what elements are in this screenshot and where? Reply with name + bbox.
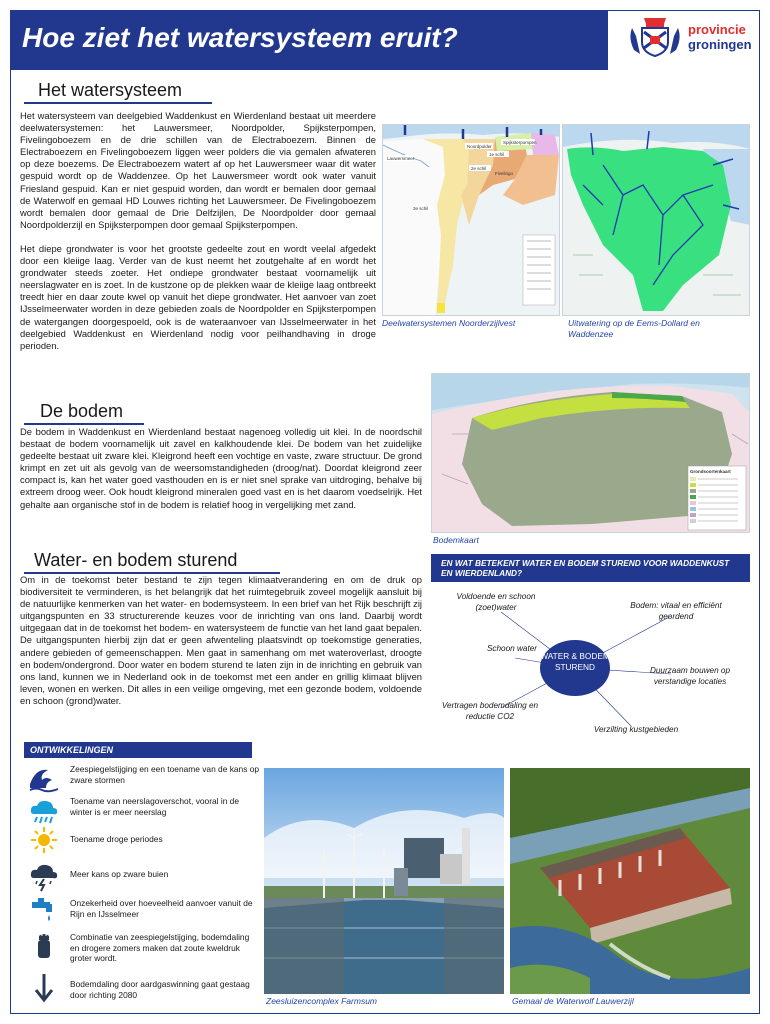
coat-of-arms-icon	[626, 14, 684, 60]
section-title-bodem: De bodem	[40, 401, 124, 421]
legend-title: Grondsoortenkaart	[690, 469, 731, 474]
storm-cloud-icon	[28, 860, 60, 892]
arrow-down-icon	[28, 972, 60, 1004]
betekenis-item-zoetwater: Voldoende en schoon (zoet)water	[456, 592, 536, 612]
section-underline	[24, 102, 212, 104]
gemaal-photo-graphic	[510, 768, 750, 994]
map-label-noordpolder: Noordpolder	[467, 144, 492, 149]
map-bodemkaart	[431, 373, 750, 533]
logo-word-groningen: groningen	[688, 37, 752, 52]
map-label-fivelingo: Fivelingo	[495, 171, 514, 176]
betekenis-item-duurzaam-bouwen: Duurzaam bouwen op verstandige locaties	[649, 666, 731, 686]
bodemkaart-map-graphic	[432, 374, 750, 533]
map-label-1e-schil: 1e schil	[489, 152, 505, 157]
section-underline	[24, 423, 144, 425]
uitwatering-map-graphic	[563, 125, 750, 316]
section-title-watersysteem: Het watersysteem	[38, 80, 183, 100]
caption-gemaal-waterwolf: Gemaal de Waterwolf Lauwerzijl	[512, 996, 634, 1006]
ontwikkeling-buien: Meer kans op zware buien	[70, 869, 169, 879]
ontwikkeling-rijn-aanvoer: Onzekerheid over hoeveelheid aanvoer vanuit de Rijn en IJsselmeer	[70, 898, 253, 919]
salt-shaker-icon	[28, 930, 60, 962]
ontwikkeling-neerslag: Toename van neerslagoverschot, vooral in de winter is er meer neerslag	[70, 796, 239, 817]
logo-word-provincie: provincie	[688, 22, 746, 37]
caption-uitwatering: Uitwatering op de Eems-Dollard en Waddenzee	[568, 318, 700, 339]
betekenis-item-verzilting: Verzilting kustgebieden	[593, 725, 679, 734]
ontwikkelingen-header: ONTWIKKELINGEN	[24, 742, 252, 758]
watersysteem-paragraph-2: Het diepe grondwater is voor het grootste gedeelte zout en wordt veelal afgedekt door een kleiige laag. Verder van de kust neemt het zoutgehalte af en wordt het grondwater steeds zoeter. Het ondiepe grondwater bestaat voornamelijk uit neerslagwater en is zoet. In de kustzone op de plekken waar de kleiige laag ontbreekt treedt hier en daar zoute kwel op vanuit het diepe grondwater. Het aanvoer van zoet IJsselmeerwater worden in deze gebieden zoals de Noordpolder en Spijksterpompen de watergangen doorgespoeld, ook is de wateraanvoer van IJsselmeerwater in het deelgebied Waddenkust en Wierdenland nodig voor peilhandhaving in droge perioden.	[20, 242, 376, 351]
bodem-text: De bodem in Waddenkust en Wierdenland bestaat nagenoeg volledig uit klei. In de noordschil bestaat de bodem voornamelijk uit zavel en kalkhoudende klei. De bodem van het zuidelijke gedeelte bestaat uit zware klei. Kleigrond heeft een vochtige en vaste, zware structuur. De grond krimpt en zet uit als gevolg van de weersomstandigheden (droog/nat). Doordat kleigrond zeer compact is, kan het water goed vasthouden en is er niet snel sprake van uitdroging, behalve bij extreem droog weer. Ook houdt kleigrond mineralen goed vast en is het daarom voedselrijk. Het gehalte aan organische stof in de bodem is relatief hoog in vergelijking met zand.	[20, 426, 422, 510]
map-label-3e-schil: 3e schil	[413, 206, 429, 211]
betekenis-item-bodem-vitaal: Bodem: vitaal en efficiënt geordend	[630, 601, 722, 621]
map-label-2e-schil: 2e schil	[471, 166, 487, 171]
photo-gemaal-waterwolf	[510, 768, 750, 994]
ontwikkeling-droogte: Toename droge periodes	[70, 834, 163, 844]
watersysteem-text	[20, 110, 376, 364]
ontwikkeling-zoute-kwel: Combinatie van zeespiegelstijging, bodemdaling en drogere zomers maken dat zoute kweldruk groter wordt.	[70, 932, 250, 963]
ontwikkeling-zeespiegel: Zeespiegelstijging en een toename van de kans op zware stormen	[70, 764, 260, 785]
sturend-text: Om in de toekomst beter bestand te zijn tegen klimaatverandering en om de druk op biodiversiteit te verminderen, is het belangrijk dat het ruimtegebruik zoveel mogelijk aansluit bij de natuurlijke kenmerken van het water- en bodemsysteem. In een brief van het Rijk beschrijft zij uitgangspunten en 33 structurerende keuzes voor de inrichting van ons land. Daarbij wordt uitgegaan dat in de toekomst het bodem- en watersysteem de functie van het land gaat bepalen. De uitgangspunten hierbij zijn dat er geen afwenteling plaatsvindt op toekomstige generaties, andere gebieden of gemeenschappen. Men gaat in samenhang om met wateroverlast, droogte en bodem/ondergrond. Door water en bodem sturend te laten zijn in de inrichting en gebruik van ons land, kunnen we in Nederland ook in de toekomst met een ander en grillig klimaat blijven leven, wonen en werken. Dit alles in een veilige omgeving, met een gezonde bodem, voldoende en schoon (grond)water.	[20, 574, 422, 706]
map-label-spijksterpompen: Spijksterpompen	[503, 140, 537, 145]
zeesluizen-photo-graphic	[264, 768, 504, 994]
betekenis-item-schoon-water: Schoon water	[486, 644, 538, 653]
photo-zeesluizencomplex	[264, 768, 504, 994]
sun-icon	[28, 824, 60, 856]
section-title-sturend: Water- en bodem sturend	[34, 550, 238, 570]
caption-deelwatersystemen: Deelwatersystemen Noorderzijlvest	[382, 318, 516, 328]
provincie-logo	[626, 14, 756, 60]
water-tap-icon	[28, 894, 60, 926]
title-banner	[10, 10, 608, 70]
page-title: Hoe ziet het watersysteem eruit?	[22, 22, 458, 53]
watersysteem-paragraph-1: Het watersysteem van deelgebied Waddenkust en Wierdenland bestaat uit meerdere deelwatersystemen: het Lauwersmeer, Noordpolder, Spijksterpompen, Fivelingoboezem en de drie schillen van de Electraboezem. Binnen de Electraboezem en Fivelingoboezem liggen weer polders die via gemalen afwateren op deze boezems. De Electraboezem watert af op het Lauwersmeer waar dit water gespuid wordt op de Waddenzee. Op het Lauwersmeer wordt ook water vanuit Friesland gespuid. Kan er niet gespuid worden, dan wordt er bemalen door gemaal de Waterwolf en gemaal HD Louwes richting het Lauwersmeer. De Fivelingoboezem wordt bemalen door gemaal de Drie Delfzijlen, De Noordpolder door gemaal Noordpolderzijl en Spijksterpompen door gemaal Spijksterpompen.	[20, 110, 376, 230]
ontwikkeling-bodemdaling: Bodemdaling door aardgaswinning gaat gestaag door richting 2080	[70, 979, 250, 1000]
map-uitwatering	[562, 124, 750, 316]
betekenis-center-circle: WATER & BODEM STUREND	[540, 640, 610, 696]
caption-zeesluizencomplex: Zeesluizencomplex Farmsum	[266, 996, 378, 1006]
wave-icon	[28, 762, 60, 794]
betekenis-item-bodemdaling: Vertragen bodemdaling en reductie CO2	[441, 701, 539, 721]
map-label-lauwersmeer: Lauwersmeer	[387, 156, 415, 161]
betekenis-header: EN WAT BETEKENT WATER EN BODEM STUREND VOOR WADDENKUST EN WIERDENLAND?	[431, 554, 750, 582]
map-deelwatersystemen	[382, 124, 560, 316]
deelwatersystemen-map-graphic	[383, 125, 560, 316]
caption-bodemkaart: Bodemkaart	[433, 535, 479, 545]
